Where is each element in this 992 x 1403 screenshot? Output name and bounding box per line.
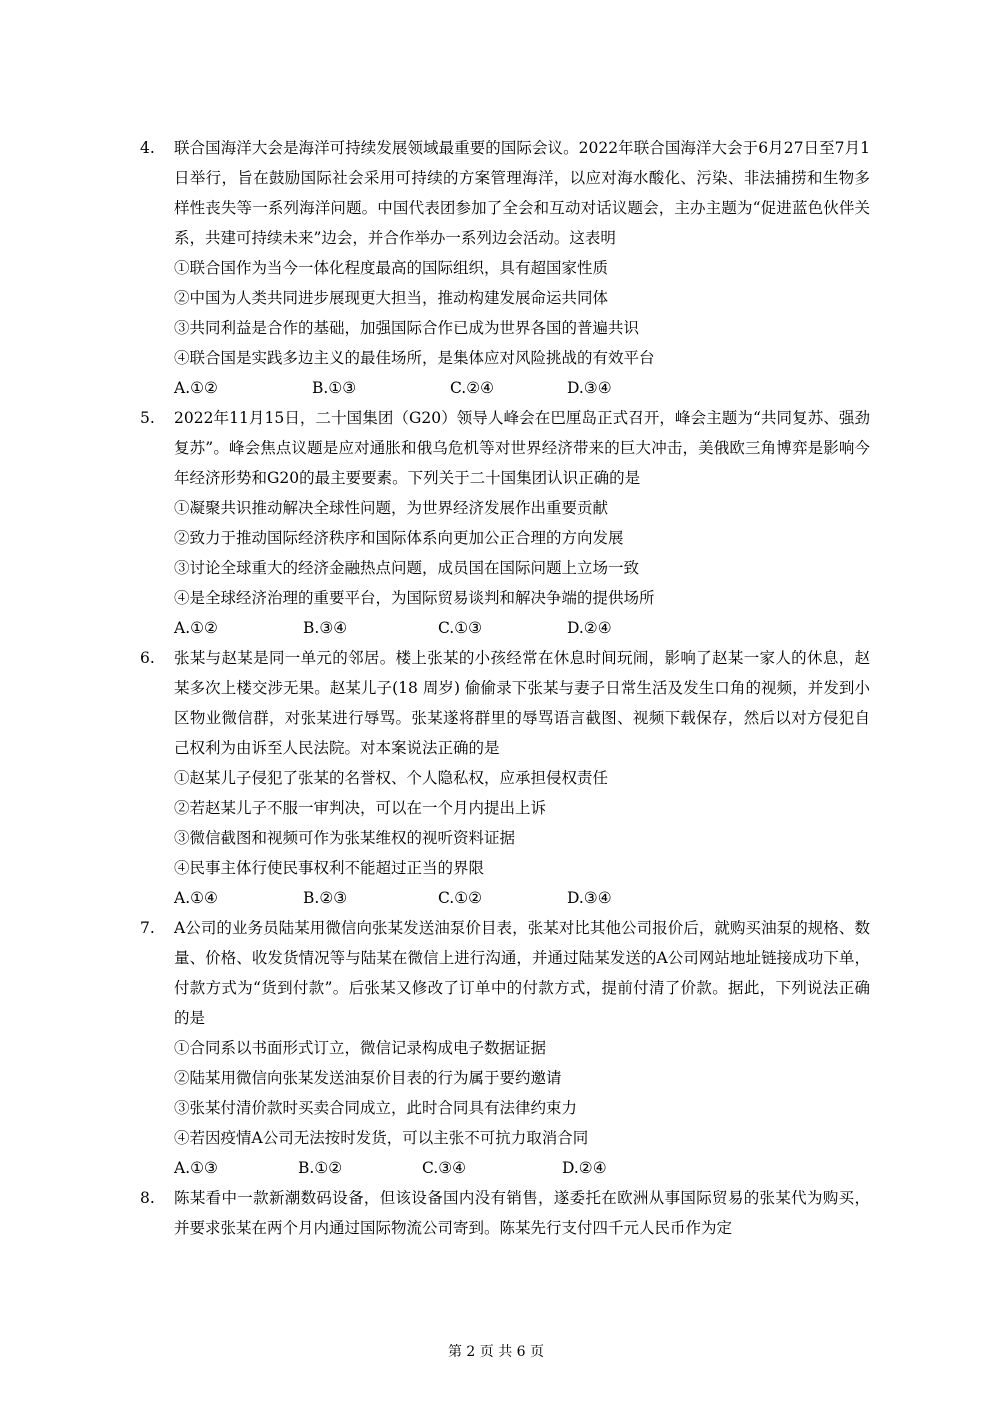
choice-d: D.②④ bbox=[562, 1159, 607, 1177]
question-stem-row bbox=[140, 913, 870, 1033]
question-stem-row bbox=[140, 133, 870, 253]
question-number: 7. bbox=[140, 919, 155, 937]
statement-option: ④联合国是实践多边主义的最佳场所，是集体应对风险挑战的有效平台 bbox=[174, 349, 655, 367]
statement-option: ③张某付清价款时买卖合同成立，此时合同具有法律约束力 bbox=[174, 1099, 578, 1117]
statement-option: ②中国为人类共同进步展现更大担当，推动构建发展命运共同体 bbox=[174, 289, 609, 307]
question-number: 5. bbox=[140, 409, 155, 427]
choice-c: C.③④ bbox=[422, 1159, 467, 1177]
question-7 bbox=[140, 913, 870, 1183]
answer-choices bbox=[140, 373, 870, 403]
answer-choices bbox=[140, 883, 870, 913]
question-4 bbox=[140, 133, 870, 403]
choice-a: A.①③ bbox=[174, 1159, 218, 1177]
question-8 bbox=[140, 1183, 870, 1243]
choice-d: D.③④ bbox=[567, 889, 612, 907]
choice-c: C.①② bbox=[438, 889, 483, 907]
choice-b: B.②③ bbox=[303, 889, 348, 907]
choice-b: B.③④ bbox=[303, 619, 348, 637]
question-number: 4. bbox=[140, 139, 155, 157]
statement-option: ②若赵某儿子不服一审判决，可以在一个月内提出上诉 bbox=[174, 799, 547, 817]
statement-option: ①合同系以书面形式订立，微信记录构成电子数据证据 bbox=[174, 1039, 547, 1057]
choice-a: A.①② bbox=[174, 379, 218, 397]
statement-option: ②致力于推动国际经济秩序和国际体系向更加公正合理的方向发展 bbox=[174, 529, 624, 547]
question-5 bbox=[140, 403, 870, 643]
choice-c: C.①③ bbox=[438, 619, 483, 637]
statement-option: ①凝聚共识推动解决全球性问题，为世界经济发展作出重要贡献 bbox=[174, 499, 609, 517]
choice-a: A.①② bbox=[174, 619, 218, 637]
question-list bbox=[140, 133, 870, 1243]
choice-d: D.③④ bbox=[567, 379, 612, 397]
question-number: 8. bbox=[140, 1189, 155, 1207]
choice-b: B.①③ bbox=[312, 379, 357, 397]
statement-option: ③微信截图和视频可作为张某维权的视听资料证据 bbox=[174, 829, 516, 847]
choice-d: D.②④ bbox=[567, 619, 612, 637]
statement-option: ①联合国作为当今一体化程度最高的国际组织，具有超国家性质 bbox=[174, 259, 609, 277]
answer-choices bbox=[140, 1153, 870, 1183]
question-stem-row bbox=[140, 1183, 870, 1243]
statement-option: ②陆某用微信向张某发送油泵价目表的行为属于要约邀请 bbox=[174, 1069, 562, 1087]
question-stem: 联合国海洋大会是海洋可持续发展领域最重要的国际会议。2022年联合国海洋大会于6月27日至7月1日举行，旨在鼓励国际社会采用可持续的方案管理海洋，以应对海水酸化、污染、非法捕捞和生物多样性丧失等一系列海洋问题。中国代表团参加了全会和互动对话议题会，主办主题为“促进蓝色伙伴关系，共建可持续未来”边会，并合作举办一系列边会活动。这表明 bbox=[174, 139, 870, 247]
statement-option: ③讨论全球重大的经济金融热点问题，成员国在国际问题上立场一致 bbox=[174, 559, 640, 577]
choice-b: B.①② bbox=[298, 1159, 343, 1177]
statement-option: ③共同利益是合作的基础，加强国际合作已成为世界各国的普遍共识 bbox=[174, 319, 640, 337]
question-number: 6. bbox=[140, 649, 155, 667]
answer-choices bbox=[140, 613, 870, 643]
question-stem: A公司的业务员陆某用微信向张某发送油泵价目表，张某对比其他公司报价后，就购买油泵的规格、数量、价格、收发货情况等与陆某在微信上进行沟通，并通过陆某发送的A公司网站地址链接成功下单，付款方式为“货到付款”。后张某又修改了订单中的付款方式，提前付清了价款。据此，下列说法正确的是 bbox=[174, 919, 870, 1027]
question-stem: 陈某看中一款新潮数码设备，但该设备国内没有销售，遂委托在欧洲从事国际贸易的张某代为购买，并要求张某在两个月内通过国际物流公司寄到。陈某先行支付四千元人民币作为定 bbox=[174, 1189, 870, 1237]
choice-c: C.②④ bbox=[450, 379, 495, 397]
question-6 bbox=[140, 643, 870, 913]
question-stem-row bbox=[140, 643, 870, 763]
statement-option: ④若因疫情A公司无法按时发货，可以主张不可抗力取消合同 bbox=[174, 1129, 589, 1147]
statement-option: ①赵某儿子侵犯了张某的名誉权、个人隐私权，应承担侵权责任 bbox=[174, 769, 609, 787]
choice-a: A.①④ bbox=[174, 889, 218, 907]
page-footer: 第 2 页 共 6 页 bbox=[447, 1344, 545, 1360]
question-stem-row bbox=[140, 403, 870, 493]
statement-option: ④是全球经济治理的重要平台，为国际贸易谈判和解决争端的提供场所 bbox=[174, 589, 655, 607]
question-stem: 2022年11月15日，二十国集团（G20）领导人峰会在巴厘岛正式召开，峰会主题为“共同复苏、强劲复苏”。峰会焦点议题是应对通胀和俄乌危机等对世界经济带来的巨大冲击，美俄欧三角博弈是影响今年经济形势和G20的最主要要素。下列关于二十国集团认识正确的是 bbox=[174, 409, 870, 487]
statement-option: ④民事主体行使民事权利不能超过正当的界限 bbox=[174, 859, 485, 877]
question-stem: 张某与赵某是同一单元的邻居。楼上张某的小孩经常在休息时间玩闹，影响了赵某一家人的休息，赵某多次上楼交涉无果。赵某儿子(18 周岁) 偷偷录下张某与妻子日常生活及发生口角的视频，并发到小区物业微信群，对张某进行辱骂。张某遂将群里的辱骂语言截图、视频下载保存，然后以对方侵犯自己权利为由诉至人民法院。对本案说法正确的是 bbox=[174, 649, 870, 757]
